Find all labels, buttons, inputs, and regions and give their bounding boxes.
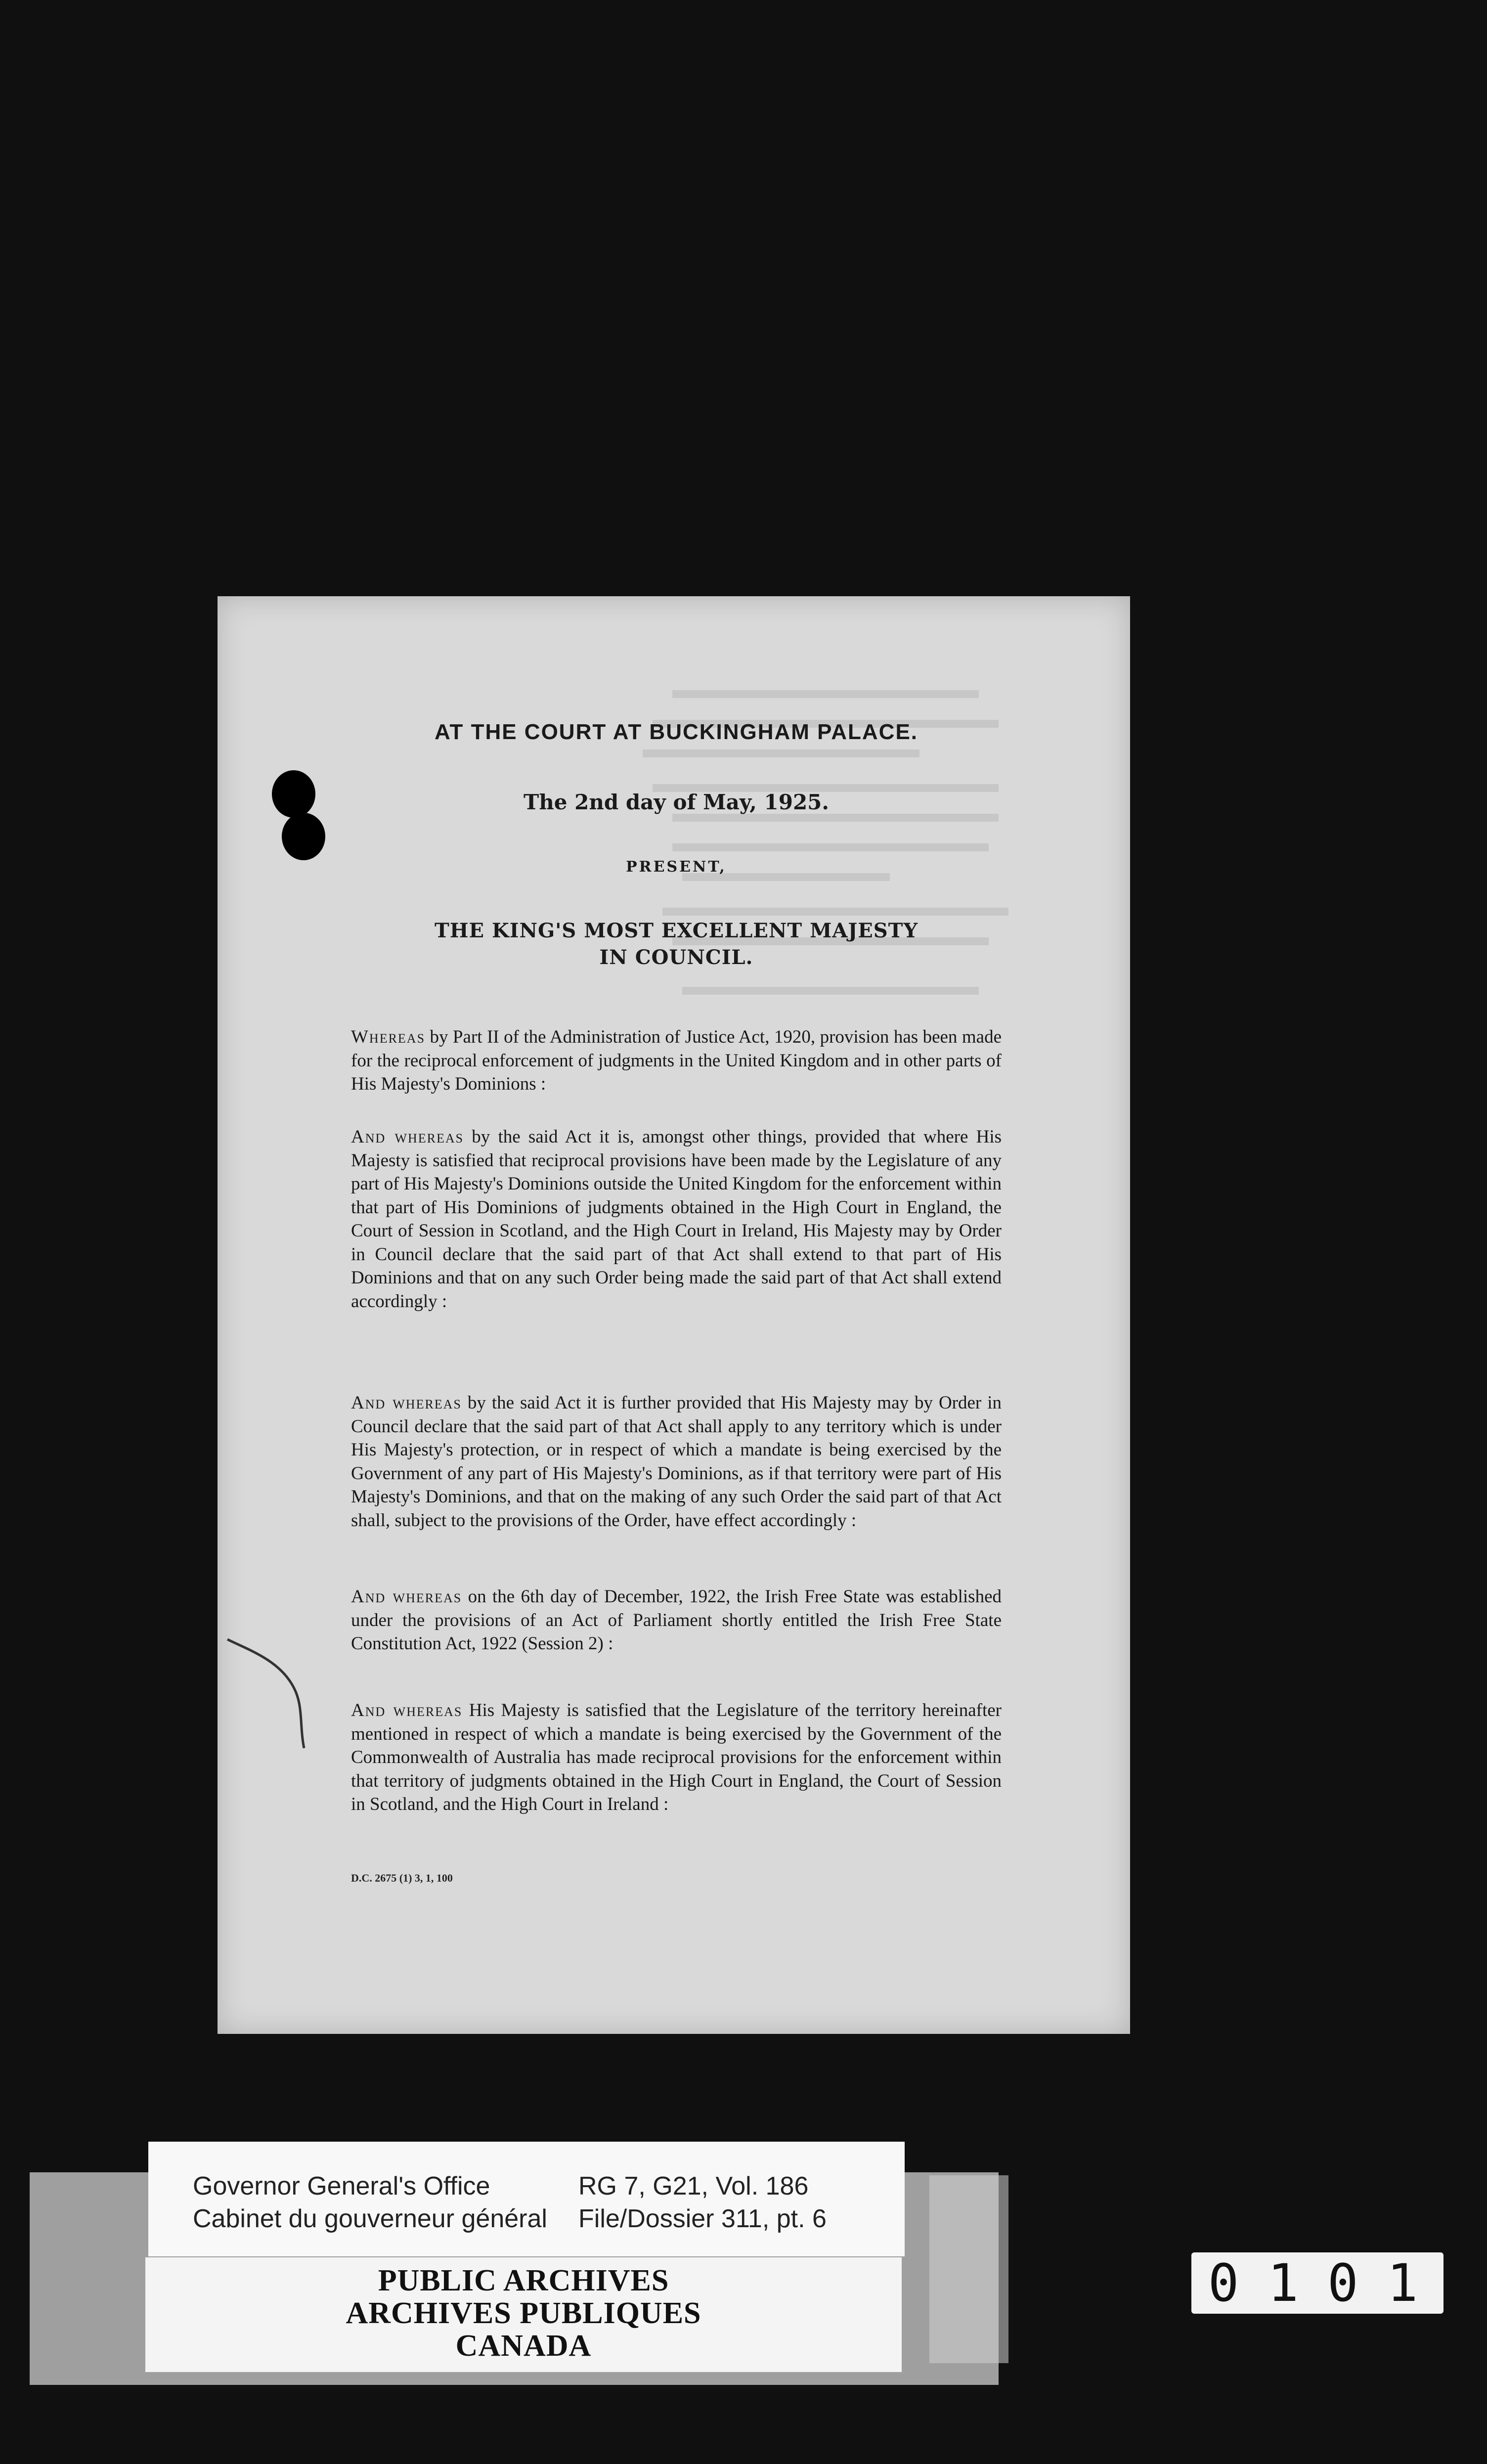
paragraph-text: His Majesty is satisfied that the Legislature of the territory hereinafter mentioned in respect of which a mandate is being exercised by the Government of the Commonwealth of Australia has made reciprocal provisions for the enforcement within that territory of judgments obtained in the High Court in England, the Court of Session in Scotland, and the High Court in Ireland : <box>351 1700 1002 1814</box>
paragraph <box>351 1699 1002 1816</box>
archive-reference-label <box>148 2142 905 2256</box>
paragraph <box>351 1585 1002 1656</box>
document-body <box>351 596 1002 2030</box>
majesty-heading <box>351 918 1002 971</box>
paragraph-text: by the said Act it is, amongst other things, provided that where His Majesty is satisfied that reciprocal provisions have been made by the Legislature of any part of His Majesty's Dominions outside the United Kingdom for the enforcement within that part of His Dominions of judgments obtained in the High Court in England, the Court of Session in Scotland, and the High Court in Ireland, His Majesty may by Order in Council declare that the said part of that Act shall extend to that part of His Dominions and that on any such Order being made the said part of that Act shall extend accordingly : <box>351 1127 1002 1312</box>
archives-line-country: CANADA <box>455 2329 592 2363</box>
majesty-heading-line1: THE KING'S MOST EXCELLENT MAJESTY <box>435 919 918 942</box>
archives-stamp <box>145 2257 902 2372</box>
paragraph-lead: And whereas <box>351 1700 463 1720</box>
print-code: D.C. 2675 (1) 3, 1, 100 <box>351 1872 453 1884</box>
punch-hole-top <box>272 770 315 818</box>
paragraph-text: on the 6th day of December, 1922, the Irish Free State was established under the provisions of an Act of Parliament shortly entitled the Irish Free State Constitution Act, 1922 (Session 2) : <box>351 1586 1002 1654</box>
paragraph <box>351 1025 1002 1096</box>
date-heading: The 2nd day of May, 1925. <box>523 790 830 814</box>
office-french: Cabinet du gouverneur général <box>193 2204 547 2233</box>
present-heading: PRESENT, <box>626 858 727 876</box>
paragraph <box>351 1391 1002 1532</box>
archives-line-english: PUBLIC ARCHIVES <box>378 2264 669 2297</box>
paragraph-lead: And whereas <box>351 1127 464 1147</box>
frame-counter: 0101 <box>1191 2252 1443 2314</box>
paragraph-text: by Part II of the Administration of Justice Act, 1920, provision has been made for the reciprocal enforcement of judgments in the United Kingdom and in other parts of His Majesty's Dominions : <box>351 1027 1002 1094</box>
document-page <box>218 596 1130 2034</box>
file-reference: File/Dossier 311, pt. 6 <box>578 2204 827 2233</box>
paragraph <box>351 1125 1002 1313</box>
punch-hole-bottom <box>282 813 325 860</box>
paragraph-lead: Whereas <box>351 1027 426 1047</box>
label-backing-edge <box>929 2175 1008 2363</box>
paragraph-lead: And whereas <box>351 1393 462 1413</box>
margin-pencil-mark <box>218 1629 316 1758</box>
record-group-reference: RG 7, G21, Vol. 186 <box>578 2172 809 2200</box>
office-english: Governor General's Office <box>193 2172 490 2200</box>
court-heading: AT THE COURT AT BUCKINGHAM PALACE. <box>434 720 918 744</box>
paragraph-text: by the said Act it is further provided that His Majesty may by Order in Council declare that the said part of that Act shall apply to any territory which is under His Majesty's protection, or in respect of which a mandate is being exercised by the Government of any part of His Majesty's Dominions, as if that territory were part of His Majesty's Dominions, and that on the making of any such Order the said part of that Act shall, subject to the provisions of the Order, have effect accordingly : <box>351 1393 1002 1531</box>
archives-line-french: ARCHIVES PUBLIQUES <box>346 2296 701 2330</box>
paragraph-lead: And whereas <box>351 1586 462 1607</box>
majesty-heading-line2: IN COUNCIL. <box>599 946 753 969</box>
